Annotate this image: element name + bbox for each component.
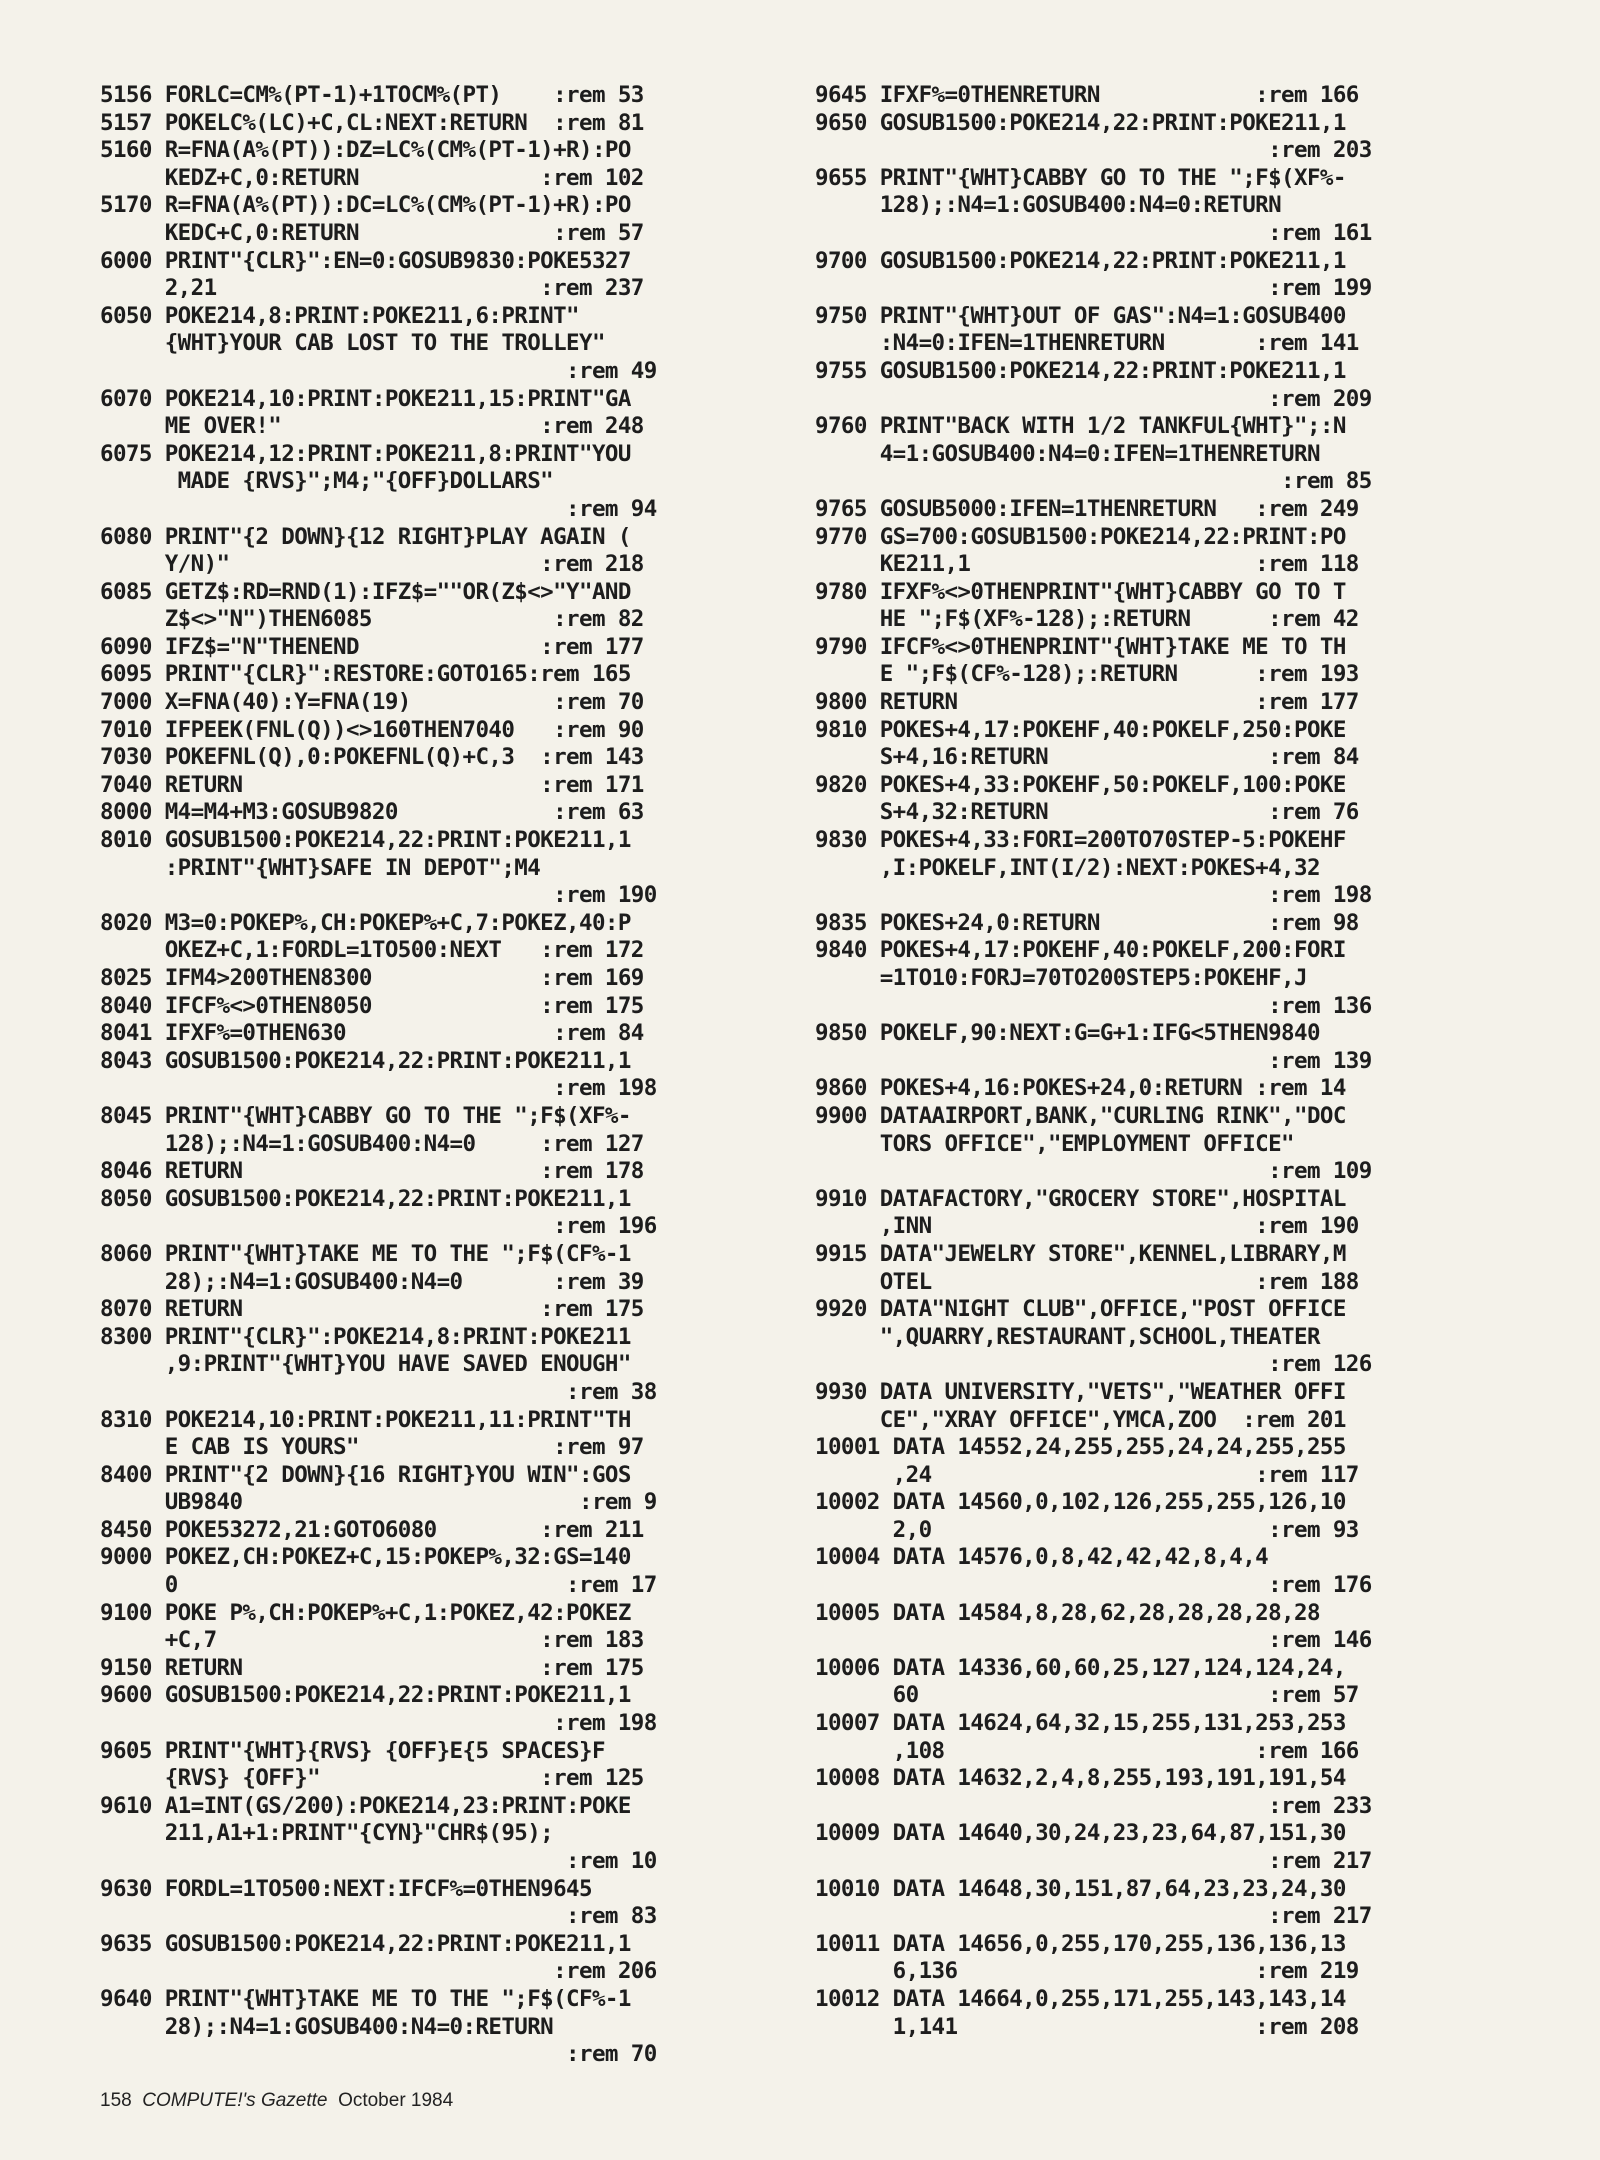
code-line: 1,141 :rem 208 (815, 2013, 1359, 2040)
code-line: 7040 RETURN :rem 171 (100, 771, 644, 798)
code-line: 10005 DATA 14584,8,28,62,28,28,28,28,28 (815, 1599, 1320, 1626)
code-line: 2,21 :rem 237 (100, 275, 644, 302)
code-line: :rem 217 (815, 1848, 1372, 1874)
code-line: 128);:N4=1:GOSUB400:N4=0 :rem 127 (100, 1130, 644, 1157)
code-line: 9760 PRINT"BACK WITH 1/2 TANKFUL{WHT}";:N (815, 413, 1346, 440)
code-line: Z$<>"N")THEN6085 :rem 82 (100, 606, 644, 633)
code-line: :rem 209 (815, 385, 1372, 412)
code-line: :rem 196 (100, 1213, 657, 1240)
code-line: ,24 :rem 117 (815, 1461, 1359, 1488)
code-line: :rem 161 (815, 219, 1372, 246)
code-line: 128);:N4=1:GOSUB400:N4=0:RETURN (815, 192, 1282, 219)
code-line: TORS OFFICE","EMPLOYMENT OFFICE" (815, 1130, 1295, 1157)
code-line: 10001 DATA 14552,24,255,255,24,24,255,255 (815, 1434, 1346, 1461)
code-line: 6050 POKE214,8:PRINT:POKE211,6:PRINT" (100, 302, 580, 329)
code-line: +C,7 :rem 183 (100, 1627, 644, 1654)
code-line: E ";F$(CF%-128);:RETURN :rem 193 (815, 661, 1359, 688)
code-line: :PRINT"{WHT}SAFE IN DEPOT";M4 (100, 854, 541, 881)
code-line: 9100 POKE P%,CH:POKEP%+C,1:POKEZ,42:POKEZ (100, 1599, 631, 1626)
code-line: 6085 GETZ$:RD=RND(1):IFZ$=""OR(Z$<>"Y"AND (100, 578, 631, 605)
code-line: ",QUARRY,RESTAURANT,SCHOOL,THEATER (815, 1323, 1320, 1350)
code-line: S+4,32:RETURN :rem 76 (815, 799, 1359, 826)
code-line: ,INN :rem 190 (815, 1213, 1359, 1240)
code-line: E CAB IS YOURS" :rem 97 (100, 1434, 644, 1461)
code-line: {RVS} {OFF}" :rem 125 (100, 1765, 644, 1792)
code-line: :rem 176 (815, 1572, 1372, 1599)
code-line: 8040 IFCF%<>0THEN8050 :rem 175 (100, 992, 644, 1019)
code-line: {WHT}YOUR CAB LOST TO THE TROLLEY" (100, 330, 605, 357)
code-line: 9790 IFCF%<>0THENPRINT"{WHT}TAKE ME TO TH (815, 633, 1346, 660)
code-line: HE ";F$(XF%-128);:RETURN :rem 42 (815, 606, 1359, 633)
code-line: ,I:POKELF,INT(I/2):NEXT:POKES+4,32 (815, 854, 1320, 881)
code-line: OKEZ+C,1:FORDL=1TO500:NEXT :rem 172 (100, 937, 644, 964)
code-line: 10009 DATA 14640,30,24,23,23,64,87,151,30 (815, 1820, 1346, 1847)
code-line: :rem 70 (100, 2041, 657, 2068)
code-line: :rem 203 (815, 137, 1372, 164)
code-line: 6070 POKE214,10:PRINT:POKE211,15:PRINT"GA (100, 385, 631, 412)
code-line: 9930 DATA UNIVERSITY,"VETS","WEATHER OFFI (815, 1378, 1346, 1405)
code-line: S+4,16:RETURN :rem 84 (815, 744, 1359, 771)
code-line: 9645 IFXF%=0THENRETURN :rem 166 (815, 82, 1359, 108)
code-line: 6080 PRINT"{2 DOWN}{12 RIGHT}PLAY AGAIN ( (100, 523, 631, 550)
code-line: 8020 M3=0:POKEP%,CH:POKEP%+C,7:POKEZ,40:P (100, 909, 631, 936)
code-line: =1TO10:FORJ=70TO200STEP5:POKEHF,J (815, 965, 1307, 991)
code-line: 9605 PRINT"{WHT}{RVS} {OFF}E{5 SPACES}F (100, 1737, 605, 1764)
code-line: 4=1:GOSUB400:N4=0:IFEN=1THENRETURN (815, 440, 1320, 467)
code-line: 5157 POKELC%(LC)+C,CL:NEXT:RETURN :rem 81 (100, 109, 644, 136)
code-line: 8310 POKE214,10:PRINT:POKE211,11:PRINT"TH (100, 1406, 631, 1433)
issue-date: October 1984 (338, 2090, 454, 2111)
listing-left-column (100, 82, 657, 2069)
code-line: 9850 POKELF,90:NEXT:G=G+1:IFG<5THEN9840 (815, 1020, 1320, 1047)
code-line: OTEL :rem 188 (815, 1268, 1359, 1295)
code-line: 9910 DATAFACTORY,"GROCERY STORE",HOSPITAL (815, 1185, 1346, 1212)
code-line: :rem 199 (815, 275, 1372, 302)
code-line: 9750 PRINT"{WHT}OUT OF GAS":N4=1:GOSUB400 (815, 302, 1346, 329)
code-line: :rem 198 (100, 1710, 657, 1737)
code-line: 9840 POKES+4,17:POKEHF,40:POKELF,200:FORI (815, 937, 1346, 964)
code-line: 8000 M4=M4+M3:GOSUB9820 :rem 63 (100, 799, 644, 826)
magazine-title: COMPUTE!'s Gazette (142, 2090, 328, 2111)
code-line: MADE {RVS}";M4;"{OFF}DOLLARS" (100, 468, 554, 495)
code-line: 6075 POKE214,12:PRINT:POKE211,8:PRINT"YOU (100, 440, 631, 467)
code-line: 9820 POKES+4,33:POKEHF,50:POKELF,100:POKE (815, 771, 1346, 798)
code-line: 10006 DATA 14336,60,60,25,127,124,124,24, (815, 1654, 1346, 1681)
code-line: 6095 PRINT"{CLR}":RESTORE:GOTO165:rem 165 (100, 661, 631, 688)
code-line: 8010 GOSUB1500:POKE214,22:PRINT:POKE211,1 (100, 827, 631, 854)
code-line: 9700 GOSUB1500:POKE214,22:PRINT:POKE211,1 (815, 247, 1346, 274)
code-line: 9830 POKES+4,33:FORI=200TO70STEP-5:POKEHF (815, 827, 1346, 854)
code-line: :rem 198 (815, 882, 1372, 909)
code-line: :rem 190 (100, 882, 657, 909)
code-line: 10004 DATA 14576,0,8,42,42,42,8,4,4 (815, 1544, 1269, 1571)
code-line: :rem 136 (815, 992, 1372, 1019)
code-line: ,108 :rem 166 (815, 1737, 1359, 1764)
code-line: 8025 IFM4>200THEN8300 :rem 169 (100, 965, 644, 991)
code-line: CE","XRAY OFFICE",YMCA,ZOO :rem 201 (815, 1406, 1346, 1433)
code-line: 10008 DATA 14632,2,4,8,255,193,191,191,54 (815, 1765, 1346, 1792)
code-line: 8400 PRINT"{2 DOWN}{16 RIGHT}YOU WIN":GOS (100, 1461, 631, 1488)
code-line: :rem 109 (815, 1158, 1372, 1185)
code-line: 7010 IFPEEK(FNL(Q))<>160THEN7040 :rem 90 (100, 716, 644, 743)
code-line: 8060 PRINT"{WHT}TAKE ME TO THE ";F$(CF%-1 (100, 1240, 631, 1267)
code-line: UB9840 :rem 9 (100, 1489, 657, 1516)
code-line: :rem 94 (100, 495, 657, 522)
code-line: :rem 217 (815, 1903, 1372, 1930)
code-line: 8450 POKE53272,21:GOTO6080 :rem 211 (100, 1516, 644, 1543)
code-line: :rem 85 (815, 468, 1372, 495)
code-line: ,9:PRINT"{WHT}YOU HAVE SAVED ENOUGH" (100, 1351, 631, 1378)
code-line: 8045 PRINT"{WHT}CABBY GO TO THE ";F$(XF%- (100, 1102, 631, 1129)
code-line: 9800 RETURN :rem 177 (815, 689, 1359, 716)
page-number: 158 (100, 2090, 132, 2111)
code-line: 10007 DATA 14624,64,32,15,255,131,253,253 (815, 1710, 1346, 1737)
code-line: 9000 POKEZ,CH:POKEZ+C,15:POKEP%,32:GS=140 (100, 1544, 631, 1571)
code-line: 9630 FORDL=1TO500:NEXT:IFCF%=0THEN9645 (100, 1875, 592, 1902)
code-line: 28);:N4=1:GOSUB400:N4=0 :rem 39 (100, 1268, 644, 1295)
code-line: 5170 R=FNA(A%(PT)):DC=LC%(CM%(PT-1)+R):PO (100, 192, 631, 219)
code-line: :rem 146 (815, 1627, 1372, 1654)
code-line: 8046 RETURN :rem 178 (100, 1158, 644, 1185)
code-line: 9150 RETURN :rem 175 (100, 1654, 644, 1681)
code-line: 10012 DATA 14664,0,255,171,255,143,143,14 (815, 1985, 1346, 2012)
code-line: 8050 GOSUB1500:POKE214,22:PRINT:POKE211,1 (100, 1185, 631, 1212)
code-line: :rem 38 (100, 1378, 657, 1405)
code-line: 9920 DATA"NIGHT CLUB",OFFICE,"POST OFFICE (815, 1296, 1346, 1323)
code-line: :rem 233 (815, 1792, 1372, 1819)
code-line: :rem 126 (815, 1351, 1372, 1378)
code-line: 0 :rem 17 (100, 1572, 657, 1599)
code-line: 6000 PRINT"{CLR}":EN=0:GOSUB9830:POKE5327 (100, 247, 631, 274)
code-line: 10002 DATA 14560,0,102,126,255,255,126,10 (815, 1489, 1346, 1516)
code-line: 6090 IFZ$="N"THENEND :rem 177 (100, 633, 644, 660)
code-line: 8041 IFXF%=0THEN630 :rem 84 (100, 1020, 644, 1047)
code-line: 8070 RETURN :rem 175 (100, 1296, 644, 1323)
code-line: 10011 DATA 14656,0,255,170,255,136,136,13 (815, 1930, 1346, 1957)
code-line: 6,136 :rem 219 (815, 1958, 1359, 1985)
code-line: 2,0 :rem 93 (815, 1516, 1359, 1543)
code-line: 9755 GOSUB1500:POKE214,22:PRINT:POKE211,1 (815, 357, 1346, 384)
code-line: :rem 206 (100, 1958, 657, 1985)
code-line: 8300 PRINT"{CLR}":POKE214,8:PRINT:POKE211 (100, 1323, 631, 1350)
code-line: KEDZ+C,0:RETURN :rem 102 (100, 164, 644, 191)
code-line: 9635 GOSUB1500:POKE214,22:PRINT:POKE211,1 (100, 1930, 631, 1957)
code-line: 9915 DATA"JEWELRY STORE",KENNEL,LIBRARY,M (815, 1240, 1346, 1267)
code-line: 9835 POKES+24,0:RETURN :rem 98 (815, 909, 1359, 936)
code-line: :rem 49 (100, 357, 657, 384)
code-line: 5160 R=FNA(A%(PT)):DZ=LC%(CM%(PT-1)+R):PO (100, 137, 631, 164)
code-line: ME OVER!" :rem 248 (100, 413, 644, 440)
code-line: 211,A1+1:PRINT"{CYN}"CHR$(95); (100, 1820, 554, 1847)
code-line: 9600 GOSUB1500:POKE214,22:PRINT:POKE211,1 (100, 1682, 631, 1709)
code-line: 9900 DATAAIRPORT,BANK,"CURLING RINK","DOC (815, 1102, 1346, 1129)
code-line: Y/N)" :rem 218 (100, 551, 644, 578)
code-line: 7000 X=FNA(40):Y=FNA(19) :rem 70 (100, 689, 644, 716)
code-line: 8043 GOSUB1500:POKE214,22:PRINT:POKE211,1 (100, 1047, 631, 1074)
page-footer (100, 2090, 453, 2112)
code-line: 9770 GS=700:GOSUB1500:POKE214,22:PRINT:PO (815, 523, 1346, 550)
code-line: :rem 139 (815, 1047, 1372, 1074)
code-line: 7030 POKEFNL(Q),0:POKEFNL(Q)+C,3 :rem 143 (100, 744, 644, 771)
code-line: :N4=0:IFEN=1THENRETURN :rem 141 (815, 330, 1359, 357)
code-line: 9610 A1=INT(GS/200):POKE214,23:PRINT:POKE (100, 1792, 631, 1819)
code-line: 9810 POKES+4,17:POKEHF,40:POKELF,250:POKE (815, 716, 1346, 743)
code-line: 9780 IFXF%<>0THENPRINT"{WHT}CABBY GO TO T (815, 578, 1346, 605)
code-line: :rem 198 (100, 1075, 657, 1102)
code-line: 28);:N4=1:GOSUB400:N4=0:RETURN (100, 2013, 554, 2040)
code-line: 9655 PRINT"{WHT}CABBY GO TO THE ";F$(XF%- (815, 164, 1346, 191)
code-line: 5156 FORLC=CM%(PT-1)+1TOCM%(PT) :rem 53 (100, 82, 644, 108)
code-line: :rem 10 (100, 1848, 657, 1874)
code-line: KEDC+C,0:RETURN :rem 57 (100, 219, 644, 246)
code-line: 9860 POKES+4,16:POKES+24,0:RETURN :rem 14 (815, 1075, 1346, 1102)
code-line: :rem 83 (100, 1903, 657, 1930)
listing-right-column (815, 82, 1372, 2041)
code-line: 60 :rem 57 (815, 1682, 1359, 1709)
code-line: 10010 DATA 14648,30,151,87,64,23,23,24,30 (815, 1875, 1346, 1902)
code-line: 9765 GOSUB5000:IFEN=1THENRETURN :rem 249 (815, 495, 1359, 522)
code-line: KE211,1 :rem 118 (815, 551, 1359, 578)
code-line: 9640 PRINT"{WHT}TAKE ME TO THE ";F$(CF%-1 (100, 1985, 631, 2012)
code-line: 9650 GOSUB1500:POKE214,22:PRINT:POKE211,1 (815, 109, 1346, 136)
